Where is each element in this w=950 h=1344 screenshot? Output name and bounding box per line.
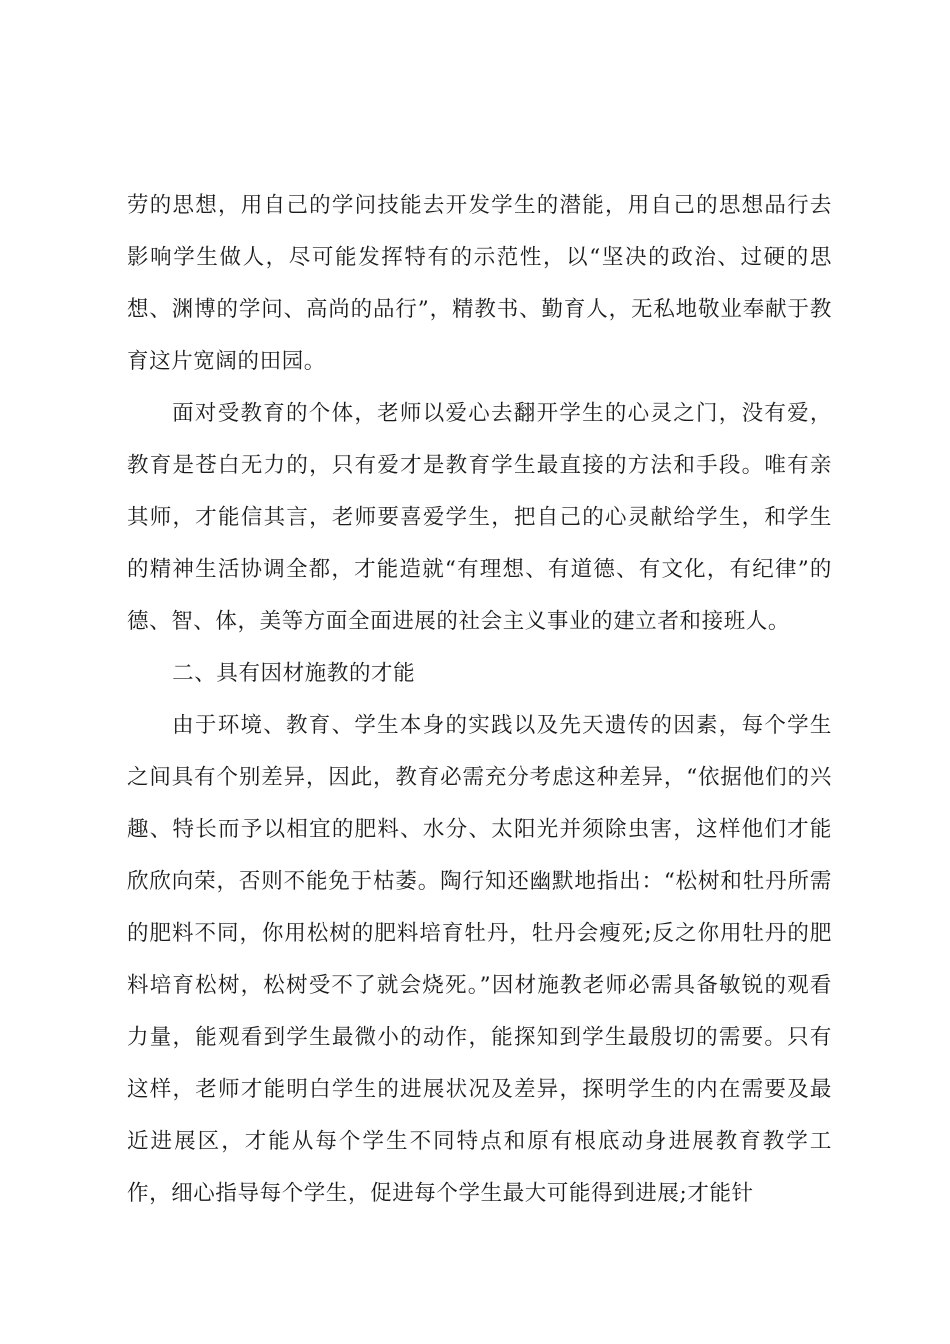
paragraph-love-education: 面对受教育的个体，老师以爱心去翻开学生的心灵之门，没有爱，教育是苍白无力的，只有爱才是教育学生最直接的方法和手段。唯有亲其师，才能信其言，老师要喜爱学生，把自己的心灵献给学生，和学生的精神生活协调全都，才能造就“有理想、有道德、有文化，有纪律”的德、智、体，美等方面全面进展的社会主义事业的建立者和接班人。: [127, 401, 832, 634]
paragraph-individual-differences: 由于环境、教育、学生本身的实践以及先天遗传的因素，每个学生之间具有个别差异，因此，教育必需充分考虑这种差异，“依据他们的兴趣、特长而予以相宜的肥料、水分、太阳光并须除虫害，这样他们才能欣欣向荣，否则不能免于枯萎。陶行知还幽默地指出：“松树和牡丹所需的肥料不同，你用松树的肥料培育牡丹，牡丹会瘦死;反之你用牡丹的肥料培育松树，松树受不了就会烧死。”因材施教老师必需具备敏锐的观看力量，能观看到学生最微小的动作，能探知到学生最殷切的需要。只有这样，老师才能明白学生的进展状况及差异，探明学生的内在需要及最近进展区，才能从每个学生不同特点和原有根底动身进展教育教学工作，细心指导每个学生，促进每个学生最大可能得到进展;才能针: [127, 713, 832, 1206]
section-heading: 二、具有因材施教的才能: [172, 661, 416, 686]
paragraph-continued: 劳的思想，用自己的学问技能去开发学生的潜能，用自己的思想品行去影响学生做人，尽可能发挥特有的示范性，以“坚决的政治、过硬的思想、渊博的学问、高尚的品行”，精教书、勤育人，无私地敬业奉献于教育这片宽阔的田园。: [127, 193, 832, 374]
document-body: [127, 180, 832, 1220]
